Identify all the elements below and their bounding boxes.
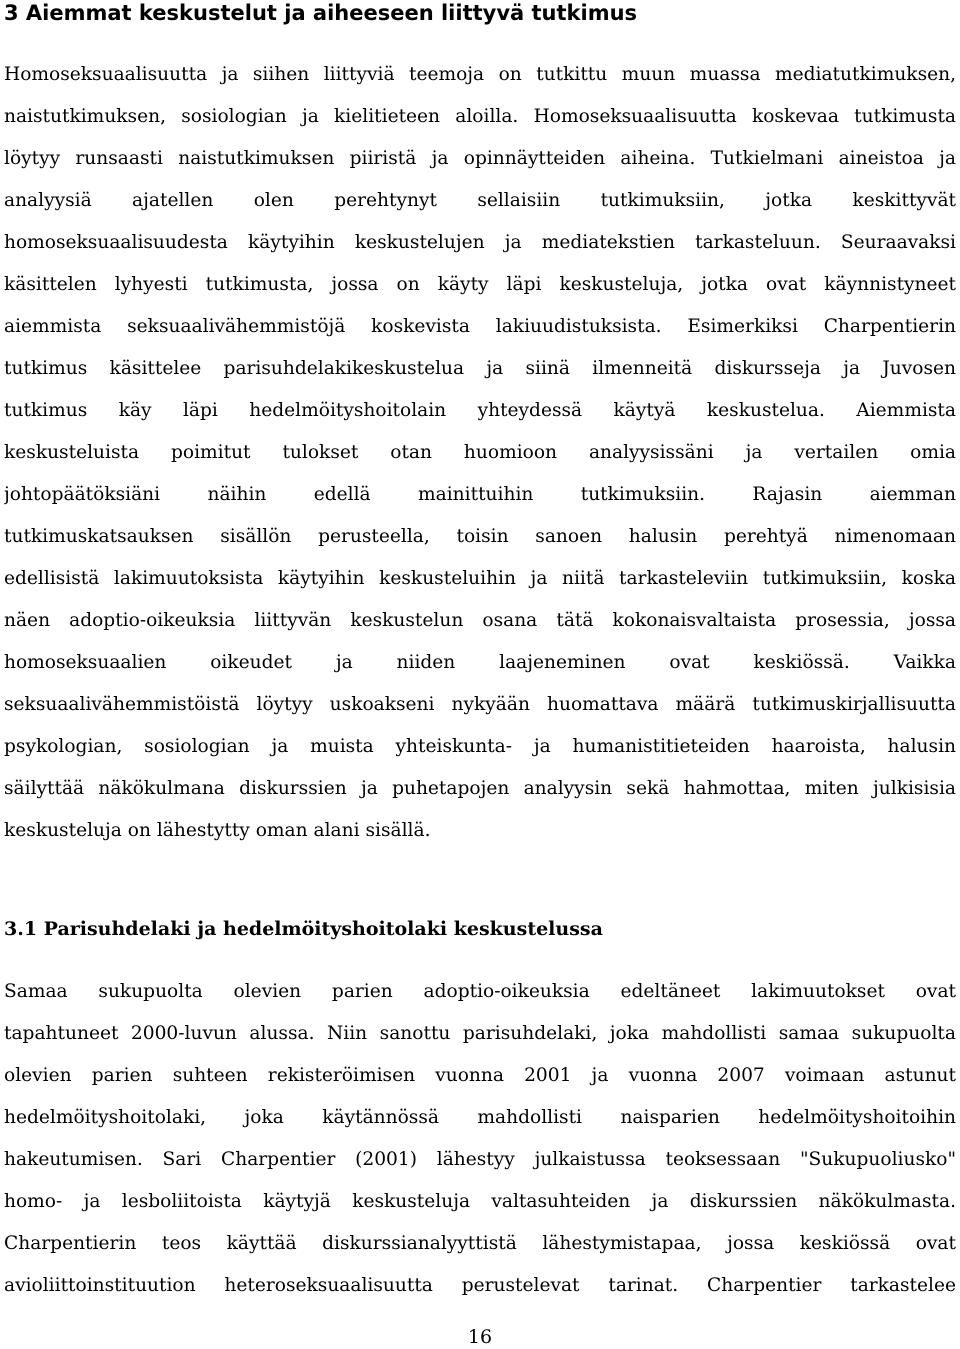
page-number: 16 xyxy=(467,1326,493,1348)
text-line: Samaa sukupuolta olevien parien adoptio-oikeuksia edeltäneet lakimuutokset ovat xyxy=(4,981,956,1002)
text-line: psykologian, sosiologian ja muista yhteiskunta- ja humanistitieteiden haaroista, halusin xyxy=(4,736,956,757)
text-line: tutkimuskatsauksen sisällön perusteella, toisin sanoen halusin perehtyä nimenomaan xyxy=(4,526,956,547)
text-line: homo- ja lesboliitoista käytyjä keskusteluja valtasuhteiden ja diskurssien näkökulmasta. xyxy=(4,1191,956,1212)
subsection-paragraph xyxy=(4,971,956,1307)
text-line: näen adoptio-oikeuksia liittyvän keskustelun osana tätä kokonaisvaltaista prosessia, jossa xyxy=(4,610,956,631)
text-line: naistutkimuksen, sosiologian ja kielitieteen aloilla. Homoseksuaalisuutta koskevaa tutkimusta xyxy=(4,106,956,127)
text-line: keskusteluista poimitut tulokset otan huomioon analyysissäni ja vertailen omia xyxy=(4,442,956,463)
text-line: Charpentierin teos käyttää diskurssianalyyttistä lähestymistapaa, jossa keskiössä ovat xyxy=(4,1233,956,1254)
text-line: löytyy runsaasti naistutkimuksen piiristä ja opinnäytteiden aiheina. Tutkielmani aineistoa ja xyxy=(4,148,956,169)
text-line: analyysiä ajatellen olen perehtynyt sellaisiin tutkimuksiin, jotka keskittyvät xyxy=(4,190,956,211)
section-heading: 3 Aiemmat keskustelut ja aiheeseen liittyvä tutkimus xyxy=(4,1,638,25)
text-line: tutkimus käsittelee parisuhdelakikeskustelua ja siinä ilmenneitä diskursseja ja Juvosen xyxy=(4,358,956,379)
text-line: Homoseksuaalisuutta ja siihen liittyviä teemoja on tutkittu muun muassa mediatutkimuksen, xyxy=(4,64,956,85)
text-line: käsittelen lyhyesti tutkimusta, jossa on käyty läpi keskusteluja, jotka ovat käynnistyneet xyxy=(4,274,956,295)
subsection-heading: 3.1 Parisuhdelaki ja hedelmöityshoitolaki keskustelussa xyxy=(4,918,603,940)
text-line: tapahtuneet 2000-luvun alussa. Niin sanottu parisuhdelaki, joka mahdollisti samaa sukupuolta xyxy=(4,1023,956,1044)
text-line: hedelmöityshoitolaki, joka käytännössä mahdollisti naisparien hedelmöityshoitoihin xyxy=(4,1107,956,1128)
text-line: seksuaalivähemmistöistä löytyy uskoakseni nykyään huomattava määrä tutkimuskirjallisuutta xyxy=(4,694,956,715)
text-line: keskusteluja on lähestytty oman alani sisällä. xyxy=(4,820,431,841)
text-line: avioliittoinstituution heteroseksuaalisuutta perustelevat tarinat. Charpentier tarkastelee xyxy=(4,1275,956,1296)
text-line: homoseksuaalisuudesta käytyihin keskustelujen ja mediatekstien tarkasteluun. Seuraavaksi xyxy=(4,232,956,253)
text-line: säilyttää näkökulmana diskurssien ja puhetapojen analyysin sekä hahmottaa, miten julkisisia xyxy=(4,778,956,799)
text-line: hakeutumisen. Sari Charpentier (2001) lähestyy julkaistussa teoksessaan "Sukupuoliusko" xyxy=(4,1149,956,1170)
text-line: johtopäätöksiäni näihin edellä mainittuihin tutkimuksiin. Rajasin aiemman xyxy=(4,484,956,505)
text-line: edellisistä lakimuutoksista käytyihin keskusteluihin ja niitä tarkasteleviin tutkimuksiin, koska xyxy=(4,568,956,589)
section-paragraph xyxy=(4,54,956,852)
text-line: olevien parien suhteen rekisteröimisen vuonna 2001 ja vuonna 2007 voimaan astunut xyxy=(4,1065,956,1086)
text-line: aiemmista seksuaalivähemmistöjä koskevista lakiuudistuksista. Esimerkiksi Charpentierin xyxy=(4,316,956,337)
text-line: homoseksuaalien oikeudet ja niiden laajeneminen ovat keskiössä. Vaikka xyxy=(4,652,956,673)
text-line: tutkimus käy läpi hedelmöityshoitolain yhteydessä käytyä keskustelua. Aiemmista xyxy=(4,400,956,421)
